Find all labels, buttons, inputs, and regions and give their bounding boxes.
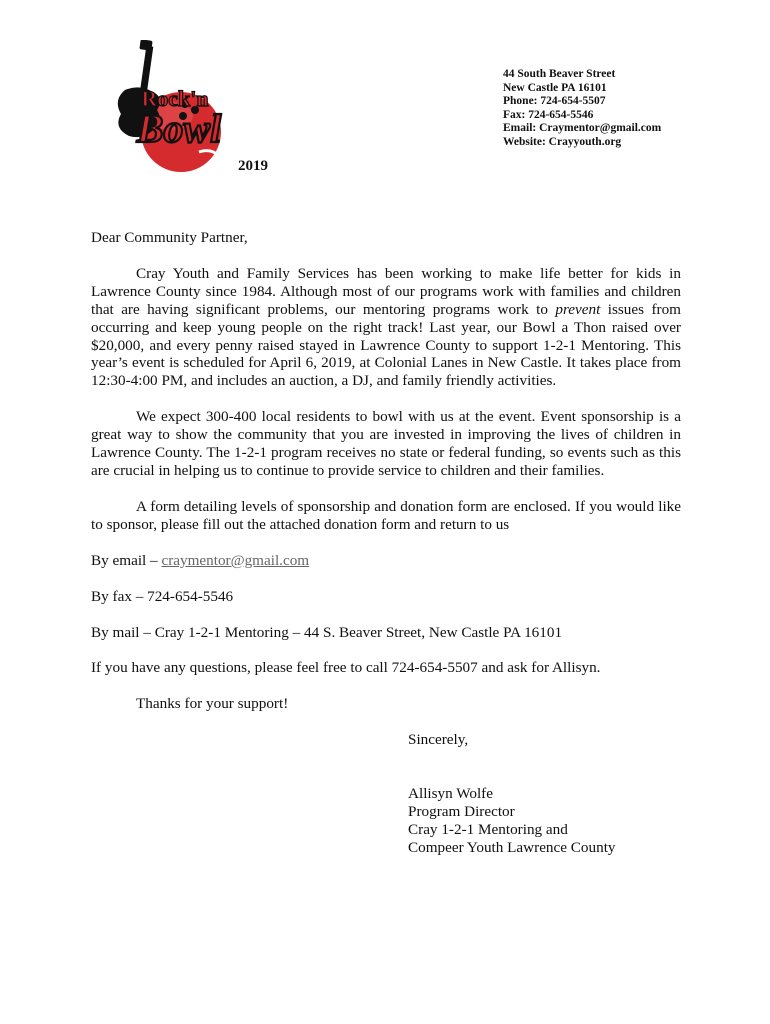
- thanks-line: Thanks for your support!: [136, 695, 289, 713]
- questions-line: If you have any questions, please feel free to call 724-654-5507 and ask for Allisyn.: [91, 659, 601, 677]
- signer-org-line2: Compeer Youth Lawrence County: [408, 838, 616, 856]
- sincerely: Sincerely,: [408, 731, 469, 749]
- logo-top-word: Rock'n: [141, 86, 209, 111]
- signer-name: Allisyn Wolfe: [408, 785, 493, 803]
- signer-org-line1: Cray 1-2-1 Mentoring and: [408, 820, 568, 838]
- city-state-zip: New Castle PA 16101: [503, 81, 607, 94]
- by-email-label: By email –: [91, 551, 162, 569]
- email-link[interactable]: craymentor@gmail.com: [161, 551, 310, 569]
- paragraph-intro: [91, 265, 681, 390]
- by-mail-line: By mail – Cray 1-2-1 Mentoring – 44 S. Beaver Street, New Castle PA 16101: [91, 623, 563, 641]
- signer-title: Program Director: [408, 803, 515, 821]
- letter-year: 2019: [238, 158, 268, 174]
- paragraph-sponsorship: We expect 300-400 local residents to bowl with us at the event. Event sponsorship is a great way to show the community that you are invested in improving the lives of children in Lawrence County. The 1-2-1 program receives no state or federal funding, so events such as this are crucial in helping us to continue to provide service to children and their families.: [91, 408, 681, 479]
- paragraph-form: A form detailing levels of sponsorship and donation form are enclosed. If you would like to sponsor, please fill out the attached donation form and return to us: [91, 497, 681, 533]
- website-address: Website: Crayyouth.org: [503, 135, 622, 148]
- paragraph-intro-part2: issues from occurring and keep young people on the right track! Last year, our Bowl a Thon raised over $20,000, and every penny raised stayed in Lawrence County to support 1-2-1 Mentoring. This year’s event is scheduled for April 6, 2019, at Colonial Lanes in New Castle. It takes place from 12:30-4:00 PM, and includes an auction, a DJ, and family friendly activities.: [91, 300, 681, 390]
- by-fax-line: By fax – 724-654-5546: [91, 587, 234, 605]
- phone-number: Phone: 724-654-5507: [503, 95, 606, 108]
- paragraph-intro-emphasis: prevent: [555, 300, 601, 318]
- by-email-line: [91, 552, 681, 570]
- rockn-bowl-logo-graphic: [103, 40, 243, 175]
- letter-body: [91, 229, 681, 857]
- rockn-bowl-logo: [103, 40, 243, 175]
- email-address: Email: Craymentor@gmail.com: [503, 122, 662, 135]
- salutation: Dear Community Partner,: [91, 229, 248, 246]
- org-contact-block: [503, 68, 661, 150]
- logo-bottom-word: Bowl: [136, 106, 222, 151]
- fax-number: Fax: 724-654-5546: [503, 108, 594, 121]
- street-address: 44 South Beaver Street: [503, 68, 616, 80]
- closing-block: [91, 731, 681, 857]
- paragraph-intro-part1: Cray Youth and Family Services has been working to make life better for kids in Lawrence County since 1984. Although most of our programs work with families and children that are having significant problems, our mentoring programs work to: [91, 264, 681, 318]
